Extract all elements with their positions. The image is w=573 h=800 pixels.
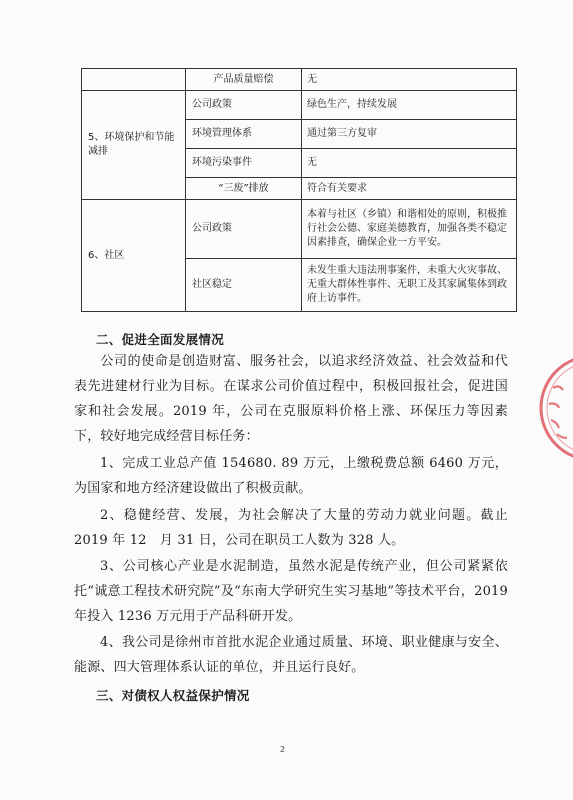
table-cell-item: 社区稳定 — [186, 259, 302, 312]
table-cell-item: 环境管理体系 — [186, 120, 302, 149]
company-seal-icon — [533, 348, 573, 468]
table-cell-value: 通过第三方复审 — [302, 120, 517, 149]
table-cell-value: 无 — [302, 69, 517, 91]
csr-table — [81, 68, 517, 312]
paragraph — [74, 554, 508, 629]
table-row — [82, 200, 517, 259]
table-row — [82, 91, 517, 120]
paragraph — [74, 503, 508, 553]
table-cell-item: 环境污染事件 — [186, 149, 302, 178]
paragraph — [74, 349, 508, 449]
paragraph — [74, 630, 508, 680]
section-heading: 三、对债权人权益保护情况 — [96, 688, 250, 703]
table-cell-item: 产品质量赔偿 — [186, 69, 302, 91]
table-cell-value: 未发生重大违法刑事案件，未重大火灾事故、无重大群体性事件、无职工及其家属集体到政府上访事件。 — [302, 259, 517, 312]
paragraph — [74, 451, 508, 501]
table-cell-section: 6、社区 — [82, 200, 186, 312]
paragraph-text: 3、公司核心产业是水泥制造，虽然水泥是传统产业，但公司紧紧依托“诚意工程技术研究院”及“东南大学研究生实习基地”等技术平台，2019 年投入 1236 万元用于产品科研开发。 — [74, 559, 508, 624]
paragraph-text: 2、稳健经营、发展，为社会解决了大量的劳动力就业问题。截止 2019 年 12 月 31 日，公司在职员工人数为 328 人。 — [74, 508, 508, 548]
table-cell-section: 5、环境保护和节能减排 — [82, 91, 186, 200]
paragraph-text: 公司的使命是创造财富、服务社会，以追求经济效益、社会效益和代表先进建材行业为目标。在谋求公司价值过程中，积极回报社会，促进国家和社会发展。2019 年，公司在克服原料价格上涨、环保压力等因素下，较好地完成经营目标任务： — [74, 354, 508, 444]
section-heading: 二、促进全面发展情况 — [96, 332, 225, 347]
table-cell-item: “三废”排放 — [186, 178, 302, 200]
table-cell-section — [82, 69, 186, 91]
table-cell-value: 无 — [302, 149, 517, 178]
paragraph-text: 4、我公司是徐州市首批水泥企业通过质量、环境、职业健康与安全、能源、四大管理体系认证的单位，并且运行良好。 — [74, 635, 508, 675]
table-cell-item: 公司政策 — [186, 91, 302, 120]
table-cell-value: 绿色生产，持续发展 — [302, 91, 517, 120]
paragraph-text: 1、完成工业总产值 154680. 89 万元，上缴税费总额 6460 万元，为国家和地方经济建设做出了积极贡献。 — [74, 456, 508, 496]
table-row — [82, 69, 517, 91]
table-cell-value: 符合有关要求 — [302, 178, 517, 200]
table-cell-item: 公司政策 — [186, 200, 302, 259]
page-number: 2 — [280, 745, 286, 754]
table-cell-value: 本着与社区（乡镇）和谐相处的原则，积极推行社会公德、家庭美德教育，加强各类不稳定因素排查，确保企业一方平安。 — [302, 200, 517, 259]
